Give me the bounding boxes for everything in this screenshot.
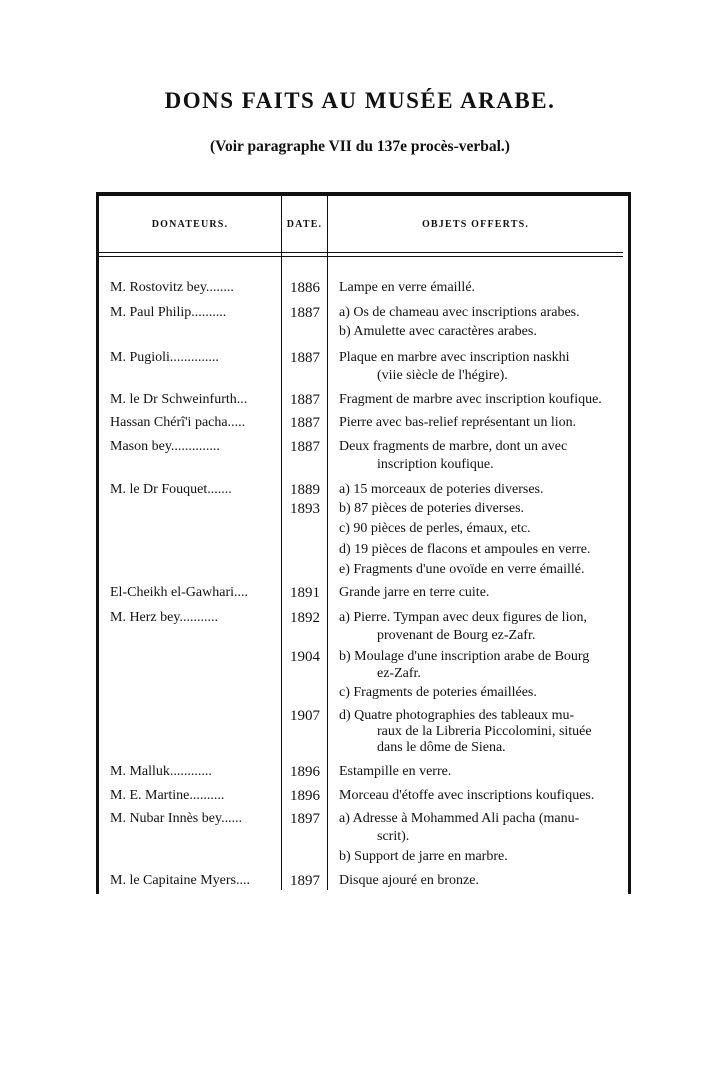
object-cell: Disque ajouré en bronze.: [339, 873, 479, 888]
object-cell: Lampe en verre émaillé.: [339, 280, 476, 295]
donor-cell: M. Pugioli..............: [110, 350, 219, 365]
date-cell: 1896: [290, 764, 320, 780]
donor-cell: M. Herz bey...........: [110, 610, 218, 625]
object-cell: b) Support de jarre en marbre.: [339, 849, 508, 864]
header-rule-double: [99, 256, 623, 257]
donor-cell: M. Paul Philip..........: [110, 305, 227, 320]
object-cell: a) Pierre. Tympan avec deux figures de lion,: [339, 610, 587, 625]
date-cell: 1887: [290, 439, 320, 455]
object-cell: d) Quatre photographies des tableaux mu-: [339, 708, 575, 723]
object-cell: b) 87 pièces de poteries diverses.: [339, 501, 525, 516]
object-cell: Fragment de marbre avec inscription koufique.: [339, 392, 602, 407]
object-cell: c) Fragments de poteries émaillées.: [339, 685, 537, 700]
date-cell: 1907: [290, 708, 320, 724]
column-divider-date-objects: [327, 196, 328, 890]
donor-cell: M. le Dr Schweinfurth...: [110, 392, 248, 407]
object-cell: b) Amulette avec caractères arabes.: [339, 324, 537, 339]
date-cell: 1897: [290, 873, 320, 889]
object-cell: a) Adresse à Mohammed Ali pacha (manu-: [339, 811, 580, 826]
object-cell: Pierre avec bas-relief représentant un lion.: [339, 415, 577, 430]
date-cell: 1891: [290, 585, 320, 601]
date-cell: 1889: [290, 482, 320, 498]
object-cell: scrit).: [377, 829, 410, 844]
object-cell: dans le dôme de Siena.: [377, 740, 506, 755]
page-title: DONS FAITS AU MUSÉE ARABE.: [164, 88, 556, 113]
object-cell: ez-Zafr.: [377, 666, 421, 681]
object-cell: a) 15 morceaux de poteries diverses.: [339, 482, 544, 497]
object-cell: d) 19 pièces de flacons et ampoules en verre.: [339, 542, 591, 557]
date-cell: 1892: [290, 610, 320, 626]
date-cell: 1887: [290, 350, 320, 366]
header-rule: [99, 252, 623, 253]
date-cell: 1887: [290, 392, 320, 408]
header-donors: DONATEURS.: [151, 219, 229, 230]
donor-cell: El-Cheikh el-Gawhari....: [110, 585, 249, 600]
object-cell: e) Fragments d'une ovoïde en verre émaillé.: [339, 562, 585, 577]
date-cell: 1893: [290, 501, 320, 517]
object-cell: c) 90 pièces de perles, émaux, etc.: [339, 521, 531, 536]
object-cell: (viie siècle de l'hégire).: [377, 368, 508, 383]
object-cell: Estampille en verre.: [339, 764, 452, 779]
donor-cell: M. le Dr Fouquet.......: [110, 482, 232, 497]
date-cell: 1887: [290, 305, 320, 321]
donor-cell: Hassan Chérî'i pacha.....: [110, 415, 246, 430]
donor-cell: M. Nubar Innès bey......: [110, 811, 243, 826]
header-objects: OBJETS OFFERTS.: [421, 219, 530, 230]
object-cell: Grande jarre en terre cuite.: [339, 585, 490, 600]
donor-cell: M. E. Martine..........: [110, 788, 225, 803]
header-date: DATE.: [286, 219, 323, 230]
object-cell: Morceau d'étoffe avec inscriptions koufiques.: [339, 788, 595, 803]
object-cell: b) Moulage d'une inscription arabe de Bourg: [339, 649, 590, 664]
object-cell: Deux fragments de marbre, dont un avec: [339, 439, 568, 454]
column-divider-donor-date: [281, 196, 282, 890]
donor-cell: M. Rostovitz bey........: [110, 280, 234, 295]
donor-cell: M. Malluk............: [110, 764, 212, 779]
donor-cell: M. le Capitaine Myers....: [110, 873, 250, 888]
date-cell: 1887: [290, 415, 320, 431]
date-cell: 1896: [290, 788, 320, 804]
date-cell: 1897: [290, 811, 320, 827]
date-cell: 1886: [290, 280, 320, 296]
page-subtitle: (Voir paragraphe VII du 137e procès-verbal.): [210, 138, 510, 155]
object-cell: provenant de Bourg ez-Zafr.: [377, 628, 536, 643]
object-cell: a) Os de chameau avec inscriptions arabes.: [339, 305, 580, 320]
object-cell: inscription koufique.: [377, 457, 494, 472]
object-cell: raux de la Libreria Piccolomini, située: [377, 724, 592, 739]
date-cell: 1904: [290, 649, 320, 665]
donor-cell: Mason bey..............: [110, 439, 220, 454]
object-cell: Plaque en marbre avec inscription naskhi: [339, 350, 570, 365]
